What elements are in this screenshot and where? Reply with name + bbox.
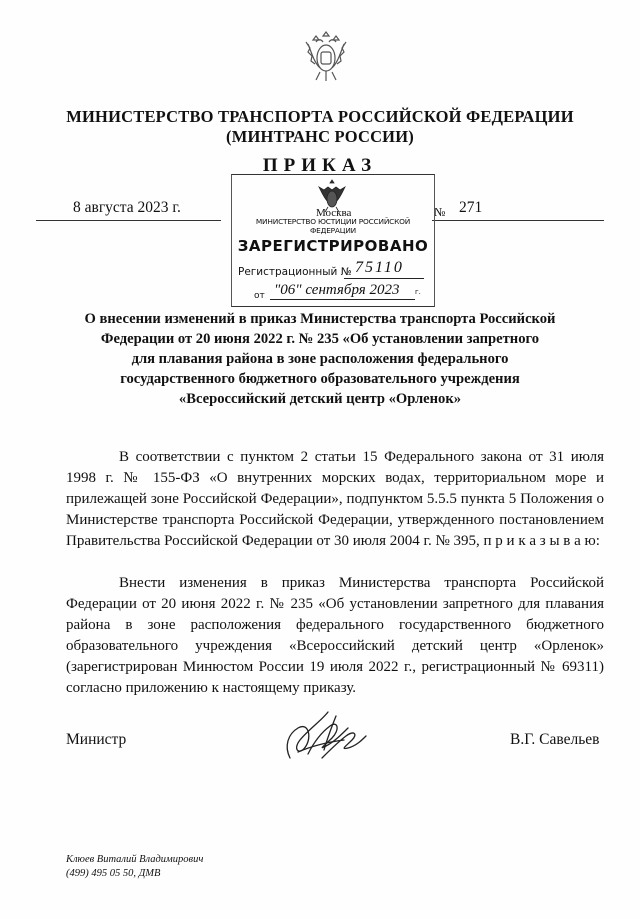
order-title: ПРИКАЗ bbox=[262, 155, 378, 176]
registration-stamp bbox=[231, 174, 435, 307]
stamp-date-value: "06" сентября 2023 bbox=[274, 282, 400, 298]
subject-line: «Всероссийский детский центр «Орленок» bbox=[178, 391, 462, 407]
ministry-name: МИНИСТЕРСТВО ТРАНСПОРТА РОССИЙСКОЙ ФЕДЕРАЦИИ bbox=[66, 107, 574, 126]
operative-text: Внести изменения в приказ Министерства транспорта Российской Федерации от 20 июня 2022 г. № 235 «Об установлении запретного для плавания района в зоне расположения федерального государственного бюджетного образовательного учреждения «Всероссийский детский центр «Орленок» (зарегистрирован Минюстом России 19 июля 2022 г., регистрационный № 69311) согласно приложению к настоящему приказу. bbox=[66, 575, 604, 696]
handwritten-signature-icon bbox=[278, 706, 374, 766]
stamp-registration-number: 75110 bbox=[355, 259, 404, 276]
coat-of-arms-icon bbox=[302, 28, 350, 84]
subject-line: Федерации от 20 июня 2022 г. № 235 «Об установлении запретного bbox=[100, 331, 540, 347]
preamble-paragraph bbox=[66, 447, 604, 552]
subject-line: для плавания района в зоне расположения федерального bbox=[131, 351, 509, 367]
stamp-number-underline bbox=[344, 278, 424, 279]
executor-name: Клюев Виталий Владимирович bbox=[66, 854, 204, 865]
order-date: 8 августа 2023 г. bbox=[73, 199, 181, 216]
signer-title: Министр bbox=[66, 731, 127, 748]
order-number: 271 bbox=[459, 199, 483, 216]
subject-line: О внесении изменений в приказ Министерства транспорта Российской bbox=[84, 311, 556, 327]
subject-line: государственного бюджетного образовательного учреждения bbox=[120, 371, 520, 387]
stamp-city: Москва bbox=[316, 207, 352, 219]
stamp-date-underline bbox=[270, 299, 415, 300]
number-sign: № bbox=[434, 205, 446, 219]
date-underline bbox=[36, 220, 221, 221]
order-subject bbox=[0, 309, 640, 409]
stamp-registered-label: ЗАРЕГИСТРИРОВАНО bbox=[237, 237, 429, 255]
executor-phone: (499) 495 05 50, ДМВ bbox=[66, 868, 161, 879]
ministry-short-name: (МИНТРАНС РОССИИ) bbox=[226, 127, 414, 146]
stamp-registration-label: Регистрационный № bbox=[238, 266, 352, 278]
number-underline bbox=[432, 220, 604, 221]
stamp-date-label: от bbox=[254, 291, 265, 301]
signer-name: В.Г. Савельев bbox=[510, 731, 600, 748]
stamp-ministry: МИНИСТЕРСТВО ЮСТИЦИИ РОССИЙСКОЙ ФЕДЕРАЦИИ bbox=[255, 217, 411, 235]
operative-paragraph bbox=[66, 573, 604, 699]
stamp-year-suffix: г. bbox=[415, 288, 421, 296]
preamble-text: В соответствии с пунктом 2 статьи 15 Федерального закона от 31 июля 1998 г. № 155-ФЗ «О внутренних морских водах, территориальном море и прилежащей зоне Российской Федерации», подпунктом 5.5.5 пункта 5 Положения о Министерстве транспорта Российской Федерации, утвержденного постановлением Правительства Российской Федерации от 30 июля 2004 г. № 395, п р и к а з ы в а ю: bbox=[66, 449, 604, 549]
